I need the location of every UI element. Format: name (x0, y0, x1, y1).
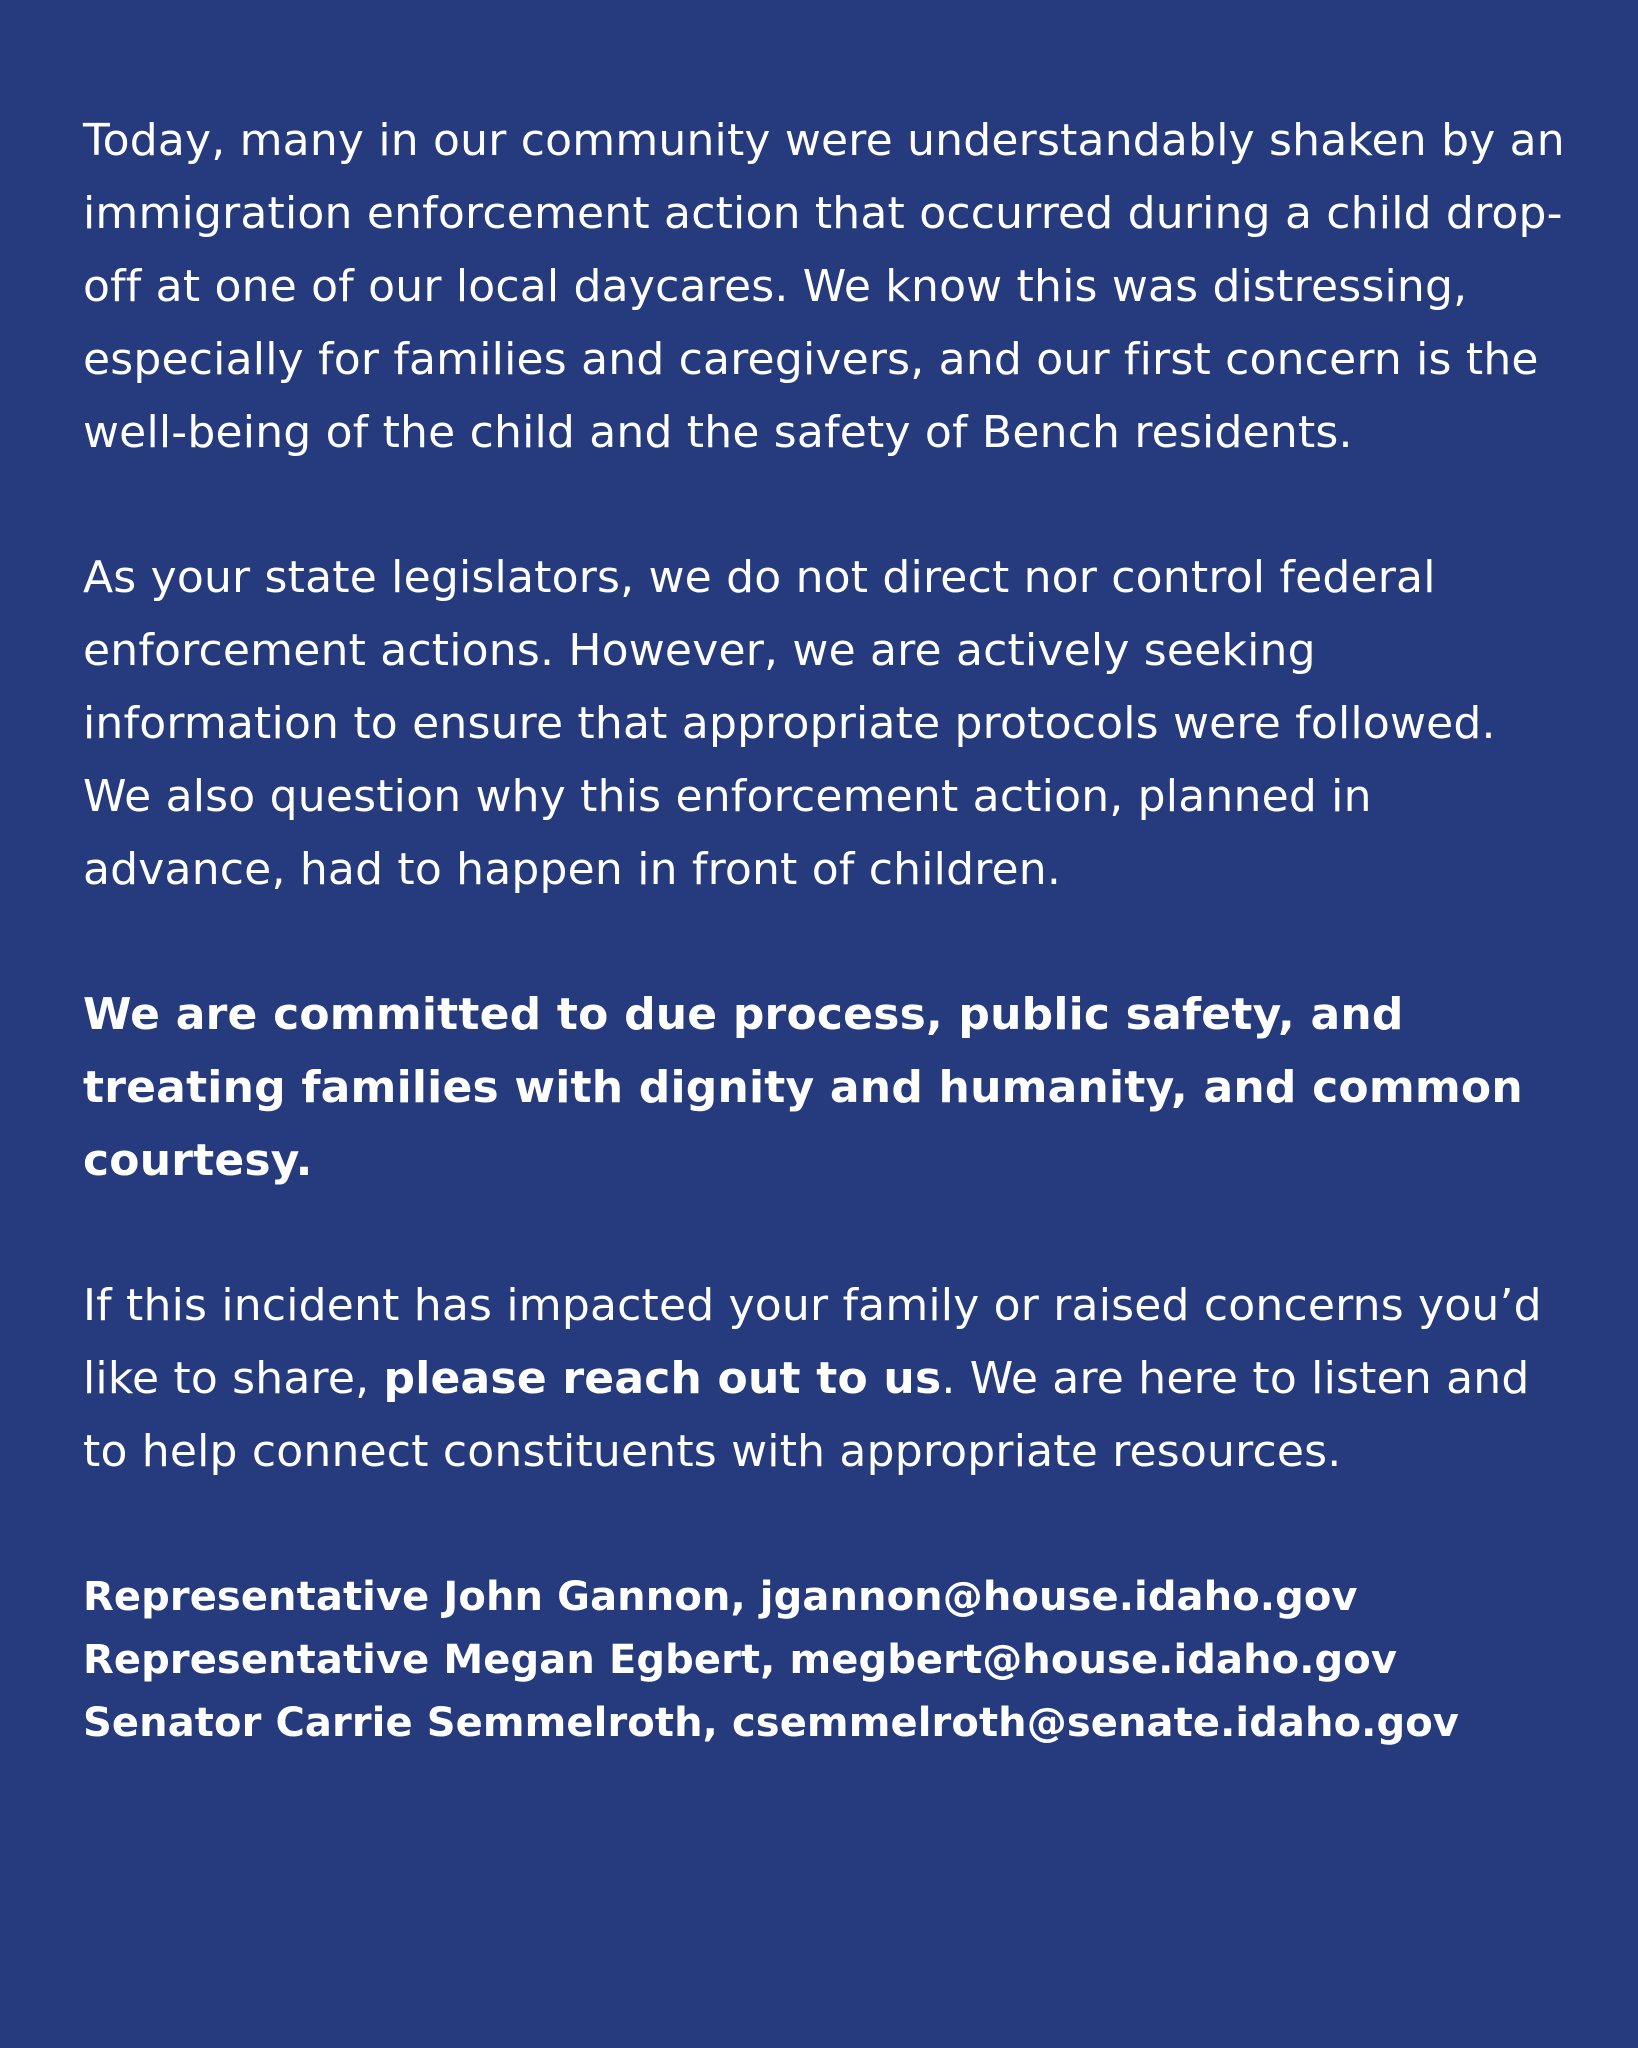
paragraph-incident: Today, many in our community were understandably shaken by an immigration enforcement action that occurred during a child drop-off at one of our local daycares. We know this was distressing, especially for families and caregivers, and our first concern is the well-being of the child and the safety of Bench residents. (83, 115, 1565, 458)
paragraph-commitment: We are committed to due process, public safety, and treating families with dignity and humanity, and common courtesy. (83, 989, 1523, 1186)
reach-out-text-before: If this incident has impacted your family or raised concerns you’d like to share, (83, 1280, 1542, 1404)
contact-megan-egbert: Representative Megan Egbert, megbert@house.idaho.gov (83, 1637, 1398, 1683)
contact-list (83, 1560, 1568, 1755)
reach-out-emphasis: please reach out to us (383, 1353, 942, 1404)
paragraph-legislators: As your state legislators, we do not direct nor control federal enforcement actions. However, we are actively seeking information to ensure that appropriate protocols were followed. We also question why this enforcement action, planned in advance, had to happen in front of children. (83, 552, 1496, 895)
reach-out-text-after: . We are here to listen and to help connect constituents with appropriate resources. (83, 1353, 1530, 1477)
paragraph-reach-out (83, 1269, 1568, 1488)
contact-john-gannon: Representative John Gannon, jgannon@house.idaho.gov (83, 1574, 1358, 1620)
contact-carrie-semmelroth: Senator Carrie Semmelroth, csemmelroth@senate.idaho.gov (83, 1700, 1459, 1746)
